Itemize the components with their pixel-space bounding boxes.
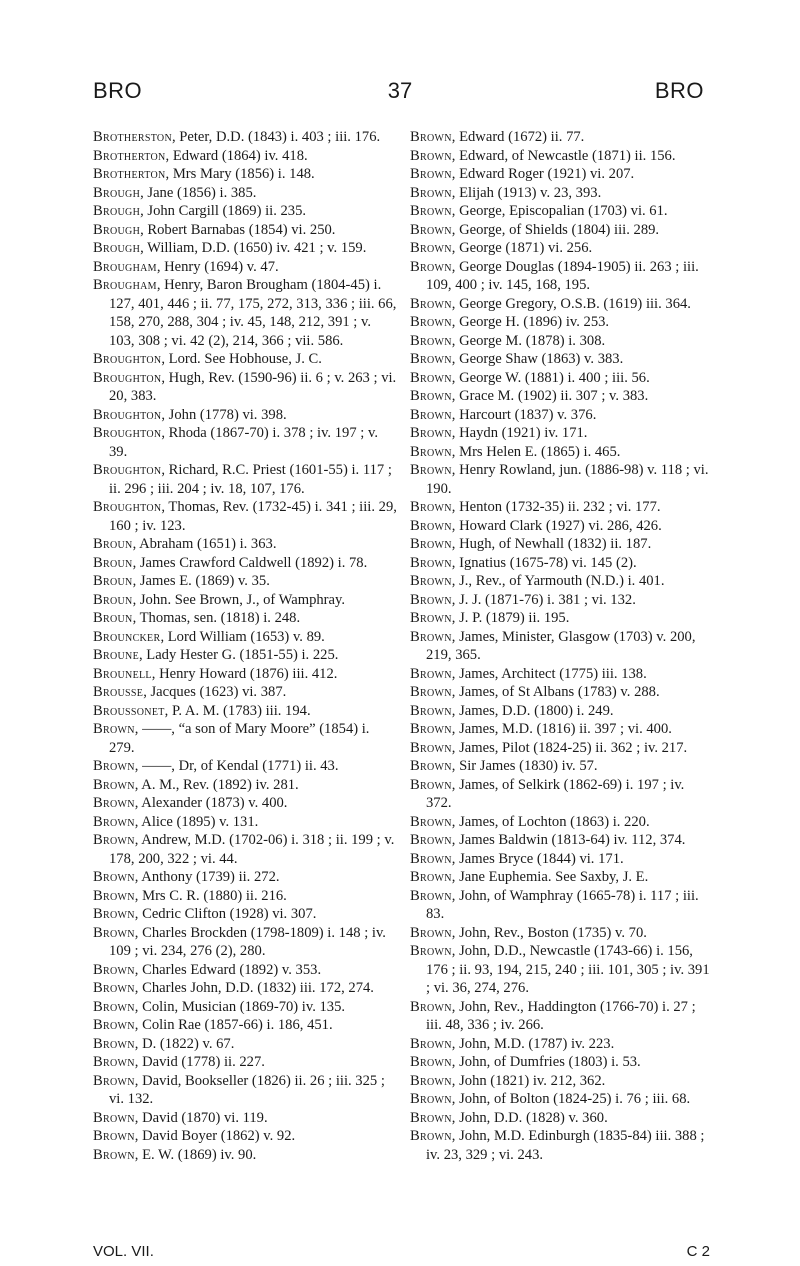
index-entry bbox=[410, 998, 710, 1035]
index-entry bbox=[93, 924, 398, 961]
entry-surname: Brouncker bbox=[93, 628, 161, 645]
entry-details: , J., Rev., of Yarmouth (N.D.) i. 401. bbox=[451, 573, 665, 589]
entry-surname: Brown bbox=[93, 813, 135, 830]
index-entry bbox=[410, 1072, 710, 1091]
entry-details: , William, D.D. (1650) iv. 421 ; v. 159. bbox=[140, 240, 367, 256]
index-entry bbox=[93, 276, 398, 350]
index-entry bbox=[410, 720, 710, 739]
entry-details: , James Bryce (1844) vi. 171. bbox=[451, 850, 624, 867]
index-entry bbox=[93, 794, 398, 813]
index-entry bbox=[410, 258, 710, 295]
entry-surname: Brown bbox=[410, 314, 452, 330]
entry-surname: Brown bbox=[410, 221, 452, 238]
entry-details: , Mrs C. R. (1880) ii. 216. bbox=[134, 887, 287, 904]
entry-details: , Ignatius (1675-78) vi. 145 (2). bbox=[451, 554, 637, 571]
entry-details: , David (1778) ii. 227. bbox=[134, 1054, 265, 1070]
entry-details: , John, M.D. (1787) iv. 223. bbox=[451, 1035, 615, 1052]
index-entry bbox=[410, 757, 710, 776]
entry-details: , Alice (1895) v. 131. bbox=[134, 813, 259, 830]
entry-details: , George W. (1881) i. 400 ; iii. 56. bbox=[451, 369, 650, 386]
index-entry bbox=[410, 202, 710, 221]
entry-surname: Broughton bbox=[93, 462, 162, 478]
index-entry bbox=[93, 683, 398, 702]
index-entry bbox=[93, 831, 398, 868]
entry-details: , John, of Dumfries (1803) i. 53. bbox=[451, 1054, 641, 1070]
index-entry bbox=[410, 887, 710, 924]
index-entry bbox=[93, 961, 398, 980]
entry-surname: Brown bbox=[93, 1072, 135, 1089]
index-entry bbox=[93, 461, 398, 498]
entry-surname: Brown bbox=[410, 406, 452, 423]
entry-surname: Brown bbox=[93, 832, 135, 848]
index-entry bbox=[93, 128, 398, 147]
entry-surname: Brown bbox=[410, 258, 452, 275]
entry-surname: Brown bbox=[410, 332, 452, 349]
index-entry bbox=[410, 665, 710, 684]
index-entry bbox=[410, 591, 710, 610]
index-entry bbox=[410, 406, 710, 425]
entry-details: , Howard Clark (1927) vi. 286, 426. bbox=[451, 517, 662, 534]
index-entry bbox=[410, 221, 710, 240]
entry-details: , Robert Barnabas (1854) vi. 250. bbox=[140, 221, 336, 238]
entry-surname: Brown bbox=[410, 536, 452, 552]
entry-surname: Brown bbox=[410, 702, 452, 719]
entry-details: , Hugh, Rev. (1590-96) ii. 6 ; v. 263 ; vi. 20, 383. bbox=[109, 369, 397, 404]
index-entry bbox=[410, 609, 710, 628]
entry-details: , George (1871) vi. 256. bbox=[451, 240, 593, 256]
index-entry bbox=[410, 554, 710, 573]
index-entry bbox=[410, 295, 710, 314]
index-entry bbox=[93, 498, 398, 535]
index-entry bbox=[93, 905, 398, 924]
index-entry bbox=[410, 239, 710, 258]
entry-details: , Charles Brockden (1798-1809) i. 148 ; iv. 109 ; vi. 234, 276 (2), 280. bbox=[109, 924, 386, 959]
index-entry bbox=[93, 424, 398, 461]
entry-surname: Brown bbox=[93, 961, 135, 978]
index-entry bbox=[93, 147, 398, 166]
page-number: 37 bbox=[387, 78, 413, 103]
index-entry bbox=[410, 424, 710, 443]
entry-surname: Brough bbox=[93, 184, 141, 201]
entry-surname: Brown bbox=[410, 1091, 452, 1107]
index-entry bbox=[410, 1109, 710, 1128]
entry-surname: Brown bbox=[410, 665, 452, 682]
entry-details: , A. M., Rev. (1892) iv. 281. bbox=[134, 776, 299, 793]
entry-surname: Brown bbox=[93, 1035, 135, 1052]
index-entry bbox=[410, 1127, 710, 1164]
entry-details: , Anthony (1739) ii. 272. bbox=[134, 869, 280, 885]
index-column-left bbox=[93, 128, 398, 1164]
index-entry bbox=[93, 535, 398, 554]
entry-surname: Broune bbox=[93, 647, 139, 663]
index-entry bbox=[410, 498, 710, 517]
index-entry bbox=[93, 628, 398, 647]
entry-surname: Brown bbox=[410, 610, 452, 626]
entry-details: , John, Rev., Haddington (1766-70) i. 27 ; iii. 48, 336 ; iv. 266. bbox=[426, 998, 696, 1033]
entry-details: , George Gregory, O.S.B. (1619) iii. 364. bbox=[451, 295, 691, 312]
entry-details: , Rhoda (1867-70) i. 378 ; iv. 197 ; v. 39. bbox=[109, 425, 378, 460]
entry-details: , James, Minister, Glasgow (1703) v. 200, 219, 365. bbox=[426, 628, 696, 663]
index-entry bbox=[93, 369, 398, 406]
entry-surname: Brown bbox=[410, 850, 452, 867]
entry-surname: Brown bbox=[410, 517, 452, 534]
entry-surname: Brown bbox=[410, 369, 452, 386]
entry-details: , Mrs Mary (1856) i. 148. bbox=[165, 166, 315, 182]
entry-details: , ——, “a son of Mary Moore” (1854) i. 279. bbox=[109, 721, 370, 756]
index-entry bbox=[93, 258, 398, 277]
index-entry bbox=[410, 387, 710, 406]
index-entry bbox=[410, 813, 710, 832]
entry-surname: Brown bbox=[410, 573, 452, 589]
entry-details: , John. See Brown, J., of Wamphray. bbox=[132, 591, 346, 608]
entry-surname: Brougham bbox=[93, 277, 157, 293]
entry-details: , Henry Howard (1876) iii. 412. bbox=[151, 665, 338, 682]
entry-surname: Brown bbox=[410, 776, 452, 793]
index-entry bbox=[410, 868, 710, 887]
entry-surname: Brown bbox=[410, 1035, 452, 1052]
entry-surname: Brown bbox=[410, 1054, 452, 1070]
entry-surname: Brown bbox=[410, 203, 452, 219]
entry-details: , Henry, Baron Brougham (1804-45) i. 127, 401, 446 ; ii. 77, 175, 272, 313, 336 ; iii. 66, 158, 270, 288, 304 ; iv. 45, 148, 212, 391 ; v. 103, 308 ; vi. 42 (2), 214, 366 ; vii. 586. bbox=[109, 277, 397, 349]
entry-details: , James E. (1869) v. 35. bbox=[132, 573, 270, 589]
index-entry bbox=[93, 406, 398, 425]
entry-surname: Brown bbox=[410, 739, 452, 756]
entry-details: , George M. (1878) i. 308. bbox=[451, 332, 606, 349]
entry-surname: Brown bbox=[93, 758, 135, 774]
entry-details: , Charles John, D.D. (1832) iii. 172, 274. bbox=[134, 980, 374, 996]
entry-surname: Broussonet bbox=[93, 702, 165, 719]
entry-details: , David Boyer (1862) v. 92. bbox=[134, 1128, 296, 1144]
entry-details: , David (1870) vi. 119. bbox=[134, 1109, 268, 1126]
index-entry bbox=[93, 702, 398, 721]
entry-surname: Brown bbox=[410, 295, 452, 312]
entry-surname: Brown bbox=[93, 998, 135, 1015]
entry-details: , James, Pilot (1824-25) ii. 362 ; iv. 217. bbox=[451, 739, 688, 756]
entry-surname: Brown bbox=[410, 1072, 452, 1089]
index-entry bbox=[410, 128, 710, 147]
entry-details: , Elijah (1913) v. 23, 393. bbox=[451, 184, 602, 201]
entry-details: , Edward, of Newcastle (1871) ii. 156. bbox=[451, 147, 676, 164]
index-entry bbox=[410, 535, 710, 554]
entry-details: , John (1821) iv. 212, 362. bbox=[451, 1072, 606, 1089]
entry-details: , Jane (1856) i. 385. bbox=[140, 184, 257, 201]
entry-details: , Edward (1864) iv. 418. bbox=[165, 147, 308, 164]
entry-details: , Lady Hester G. (1851-55) i. 225. bbox=[138, 647, 339, 663]
index-entry bbox=[410, 517, 710, 536]
index-entry bbox=[410, 850, 710, 869]
entry-surname: Brown bbox=[410, 684, 452, 700]
header-right-catchword: BRO bbox=[654, 78, 704, 103]
entry-details: , John, M.D. Edinburgh (1835-84) iii. 388 ; iv. 23, 329 ; vi. 243. bbox=[426, 1128, 705, 1163]
entry-surname: Brotherton bbox=[93, 147, 166, 164]
entry-details: , John, of Wamphray (1665-78) i. 117 ; iii. 83. bbox=[426, 887, 699, 922]
entry-surname: Brotherston bbox=[93, 129, 172, 145]
index-entry bbox=[93, 776, 398, 795]
entry-details: , Jacques (1623) vi. 387. bbox=[143, 684, 287, 700]
index-entry bbox=[93, 1053, 398, 1072]
entry-surname: Brown bbox=[93, 776, 135, 793]
index-entry bbox=[410, 942, 710, 998]
entry-surname: Brown bbox=[410, 943, 452, 959]
entry-details: , David, Bookseller (1826) ii. 26 ; iii. 325 ; vi. 132. bbox=[109, 1072, 385, 1107]
index-entry bbox=[410, 628, 710, 665]
index-entry bbox=[410, 461, 710, 498]
entry-surname: Brown bbox=[410, 758, 452, 774]
entry-details: , Mrs Helen E. (1865) i. 465. bbox=[451, 443, 621, 460]
index-entry bbox=[93, 202, 398, 221]
entry-surname: Brown bbox=[410, 628, 452, 645]
index-entry bbox=[93, 998, 398, 1017]
entry-surname: Brown bbox=[410, 554, 452, 571]
index-entry bbox=[93, 165, 398, 184]
entry-surname: Brown bbox=[410, 813, 452, 830]
entry-surname: Brown bbox=[410, 721, 452, 737]
index-entry bbox=[93, 1127, 398, 1146]
entry-details: , John, D.D. (1828) v. 360. bbox=[451, 1109, 608, 1126]
entry-surname: Brough bbox=[93, 203, 141, 219]
entry-details: , J. J. (1871-76) i. 381 ; vi. 132. bbox=[451, 591, 636, 608]
entry-surname: Brough bbox=[93, 221, 141, 238]
index-entry bbox=[93, 221, 398, 240]
entry-details: , Edward Roger (1921) vi. 207. bbox=[451, 166, 635, 182]
entry-details: , Alexander (1873) v. 400. bbox=[134, 795, 288, 811]
entry-surname: Broughton bbox=[93, 351, 162, 367]
entry-surname: Brown bbox=[410, 425, 452, 441]
entry-surname: Brown bbox=[93, 887, 135, 904]
index-entry bbox=[93, 813, 398, 832]
entry-surname: Brotherton bbox=[93, 166, 166, 182]
entry-details: , Grace M. (1902) ii. 307 ; v. 383. bbox=[451, 388, 649, 404]
entry-details: , George Douglas (1894-1905) ii. 263 ; iii. 109, 400 ; iv. 145, 168, 195. bbox=[426, 258, 699, 293]
index-entry bbox=[410, 147, 710, 166]
entry-surname: Brown bbox=[410, 184, 452, 201]
entry-surname: Brown bbox=[93, 1109, 135, 1126]
entry-details: , James Crawford Caldwell (1892) i. 78. bbox=[132, 554, 368, 571]
entry-surname: Broun bbox=[93, 591, 133, 608]
volume-label: VOL. VII. bbox=[93, 1243, 154, 1260]
entry-details: , George, of Shields (1804) iii. 289. bbox=[451, 221, 660, 238]
entry-details: , James, of St Albans (1783) v. 288. bbox=[451, 684, 660, 700]
entry-details: , James, of Selkirk (1862-69) i. 197 ; iv. 372. bbox=[426, 776, 685, 811]
entry-details: , Thomas, Rev. (1732-45) i. 341 ; iii. 29, 160 ; iv. 123. bbox=[109, 499, 397, 534]
entry-surname: Brown bbox=[410, 166, 452, 182]
index-entry bbox=[93, 665, 398, 684]
entry-details: , Jane Euphemia. See Saxby, J. E. bbox=[451, 869, 649, 885]
entry-surname: Brown bbox=[410, 388, 452, 404]
entry-details: , Richard, R.C. Priest (1601-55) i. 117 ; ii. 296 ; iii. 204 ; iv. 18, 107, 176. bbox=[109, 462, 392, 497]
entry-details: , John Cargill (1869) ii. 235. bbox=[140, 203, 307, 219]
entry-details: , Peter, D.D. (1843) i. 403 ; iii. 176. bbox=[171, 129, 381, 145]
index-entry bbox=[93, 1035, 398, 1054]
entry-surname: Brown bbox=[93, 795, 135, 811]
index-entry bbox=[93, 887, 398, 906]
index-entry bbox=[410, 369, 710, 388]
page-footer bbox=[93, 1243, 710, 1263]
entry-surname: Brown bbox=[93, 721, 135, 737]
entry-details: , Henry Rowland, jun. (1886-98) v. 118 ; vi. 190. bbox=[426, 462, 709, 497]
entry-surname: Broun bbox=[93, 536, 133, 552]
index-entry bbox=[93, 184, 398, 203]
entry-details: , James, M.D. (1816) ii. 397 ; vi. 400. bbox=[451, 721, 672, 737]
entry-surname: Brown bbox=[410, 591, 452, 608]
entry-details: , Colin Rae (1857-66) i. 186, 451. bbox=[134, 1017, 333, 1033]
entry-surname: Broughton bbox=[93, 369, 162, 386]
index-entry bbox=[410, 739, 710, 758]
index-entry bbox=[93, 757, 398, 776]
entry-details: , James, of Lochton (1863) i. 220. bbox=[451, 813, 650, 830]
index-entry bbox=[410, 683, 710, 702]
entry-surname: Brougham bbox=[93, 258, 157, 275]
entry-details: , George Shaw (1863) v. 383. bbox=[451, 351, 624, 367]
index-entry bbox=[93, 1072, 398, 1109]
entry-details: , Andrew, M.D. (1702-06) i. 318 ; ii. 199 ; v. 178, 200, 322 ; vi. 44. bbox=[109, 832, 395, 867]
entry-surname: Brown bbox=[410, 147, 452, 164]
entry-surname: Brown bbox=[410, 1128, 452, 1144]
entry-details: , J. P. (1879) ii. 195. bbox=[451, 610, 570, 626]
entry-surname: Broun bbox=[93, 573, 133, 589]
index-entry bbox=[410, 443, 710, 462]
running-header bbox=[0, 78, 800, 108]
entry-surname: Brown bbox=[410, 351, 452, 367]
entry-details: , John, Rev., Boston (1735) v. 70. bbox=[451, 924, 647, 941]
entry-surname: Brown bbox=[410, 1109, 452, 1126]
entry-surname: Brown bbox=[93, 906, 135, 922]
entry-surname: Brown bbox=[410, 499, 452, 515]
entry-surname: Brousse bbox=[93, 684, 144, 700]
entry-details: , E. W. (1869) iv. 90. bbox=[134, 1146, 257, 1163]
index-entry bbox=[410, 1035, 710, 1054]
entry-details: , James Baldwin (1813-64) iv. 112, 374. bbox=[451, 832, 686, 848]
entry-surname: Brown bbox=[410, 462, 452, 478]
signature-mark: C 2 bbox=[686, 1243, 710, 1260]
entry-details: , Charles Edward (1892) v. 353. bbox=[134, 961, 322, 978]
index-entry bbox=[410, 702, 710, 721]
index-entry bbox=[410, 572, 710, 591]
index-entry bbox=[410, 313, 710, 332]
entry-details: , Henry (1694) v. 47. bbox=[156, 258, 279, 275]
entry-details: , Hugh, of Newhall (1832) ii. 187. bbox=[451, 536, 652, 552]
entry-surname: Brown bbox=[93, 1146, 135, 1163]
entry-details: , Abraham (1651) i. 363. bbox=[132, 536, 277, 552]
entry-surname: Brown bbox=[410, 887, 452, 904]
index-entry bbox=[93, 646, 398, 665]
entry-details: , John (1778) vi. 398. bbox=[161, 406, 287, 423]
index-entry bbox=[410, 184, 710, 203]
entry-surname: Broun bbox=[93, 610, 133, 626]
entry-details: , James, D.D. (1800) i. 249. bbox=[451, 702, 614, 719]
index-entry bbox=[410, 1090, 710, 1109]
entry-details: , Lord William (1653) v. 89. bbox=[160, 628, 325, 645]
entry-surname: Brounell bbox=[93, 665, 152, 682]
index-entry bbox=[93, 1016, 398, 1035]
entry-details: , Haydn (1921) iv. 171. bbox=[451, 425, 588, 441]
entry-surname: Brown bbox=[410, 924, 452, 941]
index-entry bbox=[93, 554, 398, 573]
index-entry bbox=[410, 776, 710, 813]
entry-surname: Brown bbox=[93, 869, 135, 885]
index-entry bbox=[93, 868, 398, 887]
entry-details: , Edward (1672) ii. 77. bbox=[451, 129, 585, 145]
entry-surname: Brown bbox=[410, 240, 452, 256]
index-entry bbox=[93, 720, 398, 757]
index-entry bbox=[410, 332, 710, 351]
entry-surname: Brown bbox=[410, 129, 452, 145]
entry-details: , P. A. M. (1783) iii. 194. bbox=[164, 702, 311, 719]
entry-surname: Brough bbox=[93, 240, 141, 256]
entry-surname: Broughton bbox=[93, 425, 162, 441]
entry-surname: Broughton bbox=[93, 499, 162, 515]
entry-details: , D. (1822) v. 67. bbox=[134, 1035, 235, 1052]
entry-details: , Lord. See Hobhouse, J. C. bbox=[161, 351, 322, 367]
entry-details: , Cedric Clifton (1928) vi. 307. bbox=[134, 906, 317, 922]
index-entry bbox=[410, 350, 710, 369]
index-entry bbox=[410, 1053, 710, 1072]
index-entry bbox=[93, 979, 398, 998]
entry-details: , John, of Bolton (1824-25) i. 76 ; iii. 68. bbox=[451, 1091, 691, 1107]
entry-surname: Brown bbox=[410, 869, 452, 885]
entry-surname: Brown bbox=[93, 1017, 135, 1033]
index-entry bbox=[93, 572, 398, 591]
entry-surname: Brown bbox=[93, 1054, 135, 1070]
index-entry bbox=[93, 591, 398, 610]
entry-surname: Brown bbox=[410, 998, 452, 1015]
index-entry bbox=[93, 239, 398, 258]
index-entry bbox=[93, 609, 398, 628]
entry-surname: Broun bbox=[93, 554, 133, 571]
entry-surname: Brown bbox=[410, 443, 452, 460]
entry-surname: Broughton bbox=[93, 406, 162, 423]
entry-details: , Colin, Musician (1869-70) iv. 135. bbox=[134, 998, 346, 1015]
index-entry bbox=[93, 350, 398, 369]
entry-surname: Brown bbox=[93, 980, 135, 996]
header-left-catchword: BRO bbox=[93, 78, 143, 103]
index-column-right bbox=[410, 128, 710, 1164]
entry-details: , George, Episcopalian (1703) vi. 61. bbox=[451, 203, 668, 219]
entry-surname: Brown bbox=[93, 1128, 135, 1144]
entry-details: , Henton (1732-35) ii. 232 ; vi. 177. bbox=[451, 499, 661, 515]
index-entry bbox=[93, 1146, 398, 1165]
entry-details: , Thomas, sen. (1818) i. 248. bbox=[132, 610, 301, 626]
entry-details: , Harcourt (1837) v. 376. bbox=[451, 406, 597, 423]
entry-surname: Brown bbox=[410, 832, 452, 848]
entry-details: , James, Architect (1775) iii. 138. bbox=[451, 665, 647, 682]
entry-details: , John, D.D., Newcastle (1743-66) i. 156, 176 ; ii. 93, 194, 215, 240 ; iii. 101, 305 ; iv. 391 ; vi. 36, 274, 276. bbox=[426, 943, 710, 996]
index-entry bbox=[410, 831, 710, 850]
index-entry bbox=[93, 1109, 398, 1128]
index-entry bbox=[410, 924, 710, 943]
entry-details: , George H. (1896) iv. 253. bbox=[451, 314, 610, 330]
entry-details: , ——, Dr, of Kendal (1771) ii. 43. bbox=[134, 758, 339, 774]
index-entry bbox=[410, 165, 710, 184]
entry-surname: Brown bbox=[93, 924, 135, 941]
entry-details: , Sir James (1830) iv. 57. bbox=[451, 758, 598, 774]
